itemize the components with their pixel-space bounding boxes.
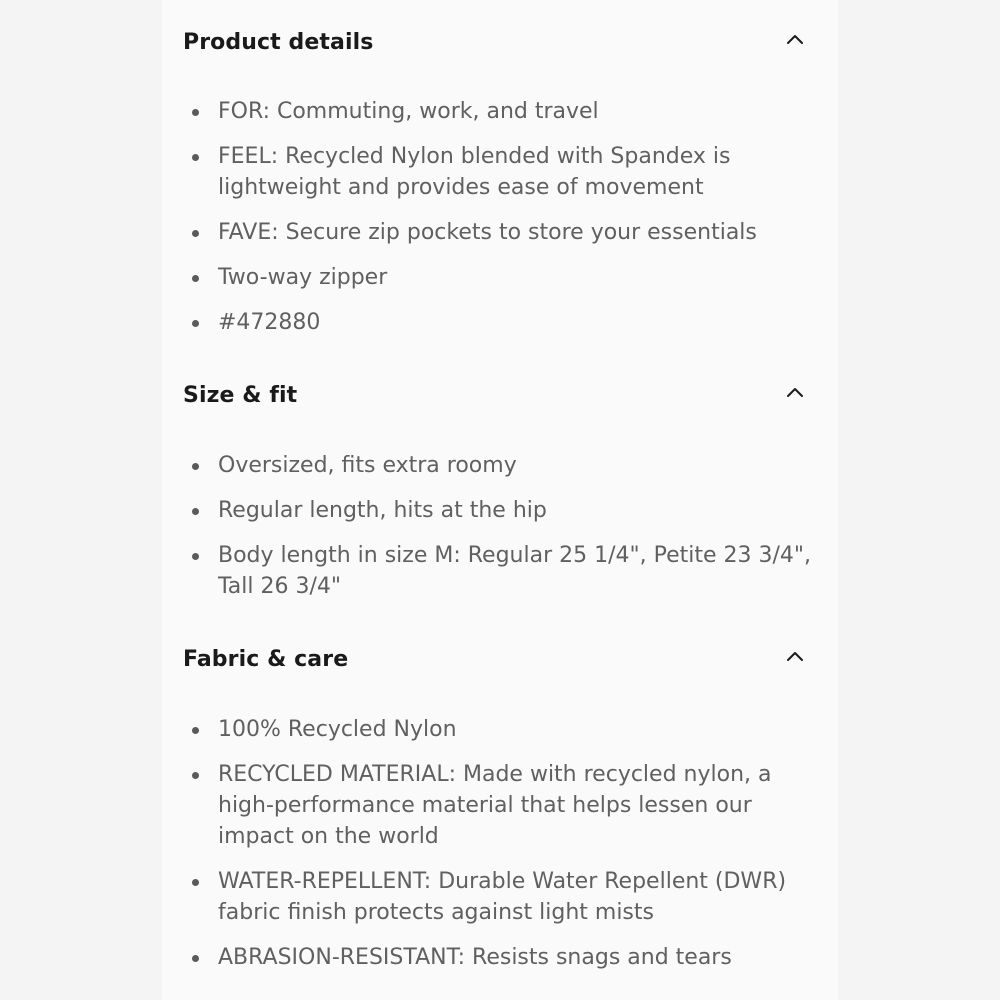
chevron-up-icon[interactable] (783, 649, 807, 665)
bullet-icon (192, 275, 199, 282)
list-item-text: 100% Recycled Nylon (218, 717, 457, 742)
list-item-text: FAVE: Secure zip pockets to store your essentials (218, 220, 757, 245)
section-size-fit (183, 373, 813, 413)
section-product-details (183, 20, 813, 60)
bullet-icon (192, 154, 199, 161)
list-item-text: RECYCLED MATERIAL: Made with recycled nylon, a high-performance material that helps lessen our impact on the world (218, 762, 772, 849)
fabric-care-list (183, 714, 813, 987)
bullet-icon (192, 109, 199, 116)
chevron-up-icon[interactable] (783, 385, 807, 401)
list-item-text: Oversized, fits extra roomy (218, 453, 517, 478)
section-title: Fabric & care (183, 647, 349, 672)
list-item-text: FOR: Commuting, work, and travel (218, 99, 599, 124)
section-title: Size & fit (183, 383, 298, 408)
list-item (183, 450, 813, 481)
list-item (183, 866, 813, 928)
list-item-text: #472880 (218, 310, 321, 335)
product-details-list (183, 96, 813, 352)
product-details-header[interactable] (183, 20, 813, 60)
list-item (183, 540, 813, 602)
list-item (183, 942, 813, 973)
bullet-icon (192, 955, 199, 962)
list-item (183, 307, 813, 338)
list-item-text: FEEL: Recycled Nylon blended with Spandex is lightweight and provides ease of movement (218, 144, 731, 200)
bullet-icon (192, 508, 199, 515)
section-title: Product details (183, 30, 374, 55)
list-item (183, 759, 813, 852)
chevron-up-icon[interactable] (783, 32, 807, 48)
bullet-icon (192, 727, 199, 734)
bullet-icon (192, 463, 199, 470)
bullet-icon (192, 230, 199, 237)
list-item (183, 141, 813, 203)
list-item-text: WATER-REPELLENT: Durable Water Repellent (DWR) fabric finish protects against light mists (218, 869, 787, 925)
section-fabric-care (183, 637, 813, 677)
list-item (183, 217, 813, 248)
bullet-icon (192, 320, 199, 327)
fabric-care-header[interactable] (183, 637, 813, 677)
bullet-icon (192, 553, 199, 560)
list-item-text: Regular length, hits at the hip (218, 498, 547, 523)
size-fit-header[interactable] (183, 373, 813, 413)
bullet-icon (192, 772, 199, 779)
list-item-text: Body length in size M: Regular 25 1/4", Petite 23 3/4", Tall 26 3/4" (218, 543, 812, 599)
list-item (183, 96, 813, 127)
size-fit-list (183, 450, 813, 616)
list-item (183, 495, 813, 526)
bullet-icon (192, 879, 199, 886)
list-item-text: ABRASION-RESISTANT: Resists snags and tears (218, 945, 732, 970)
list-item (183, 262, 813, 293)
list-item-text: Two-way zipper (218, 265, 388, 290)
list-item (183, 714, 813, 745)
